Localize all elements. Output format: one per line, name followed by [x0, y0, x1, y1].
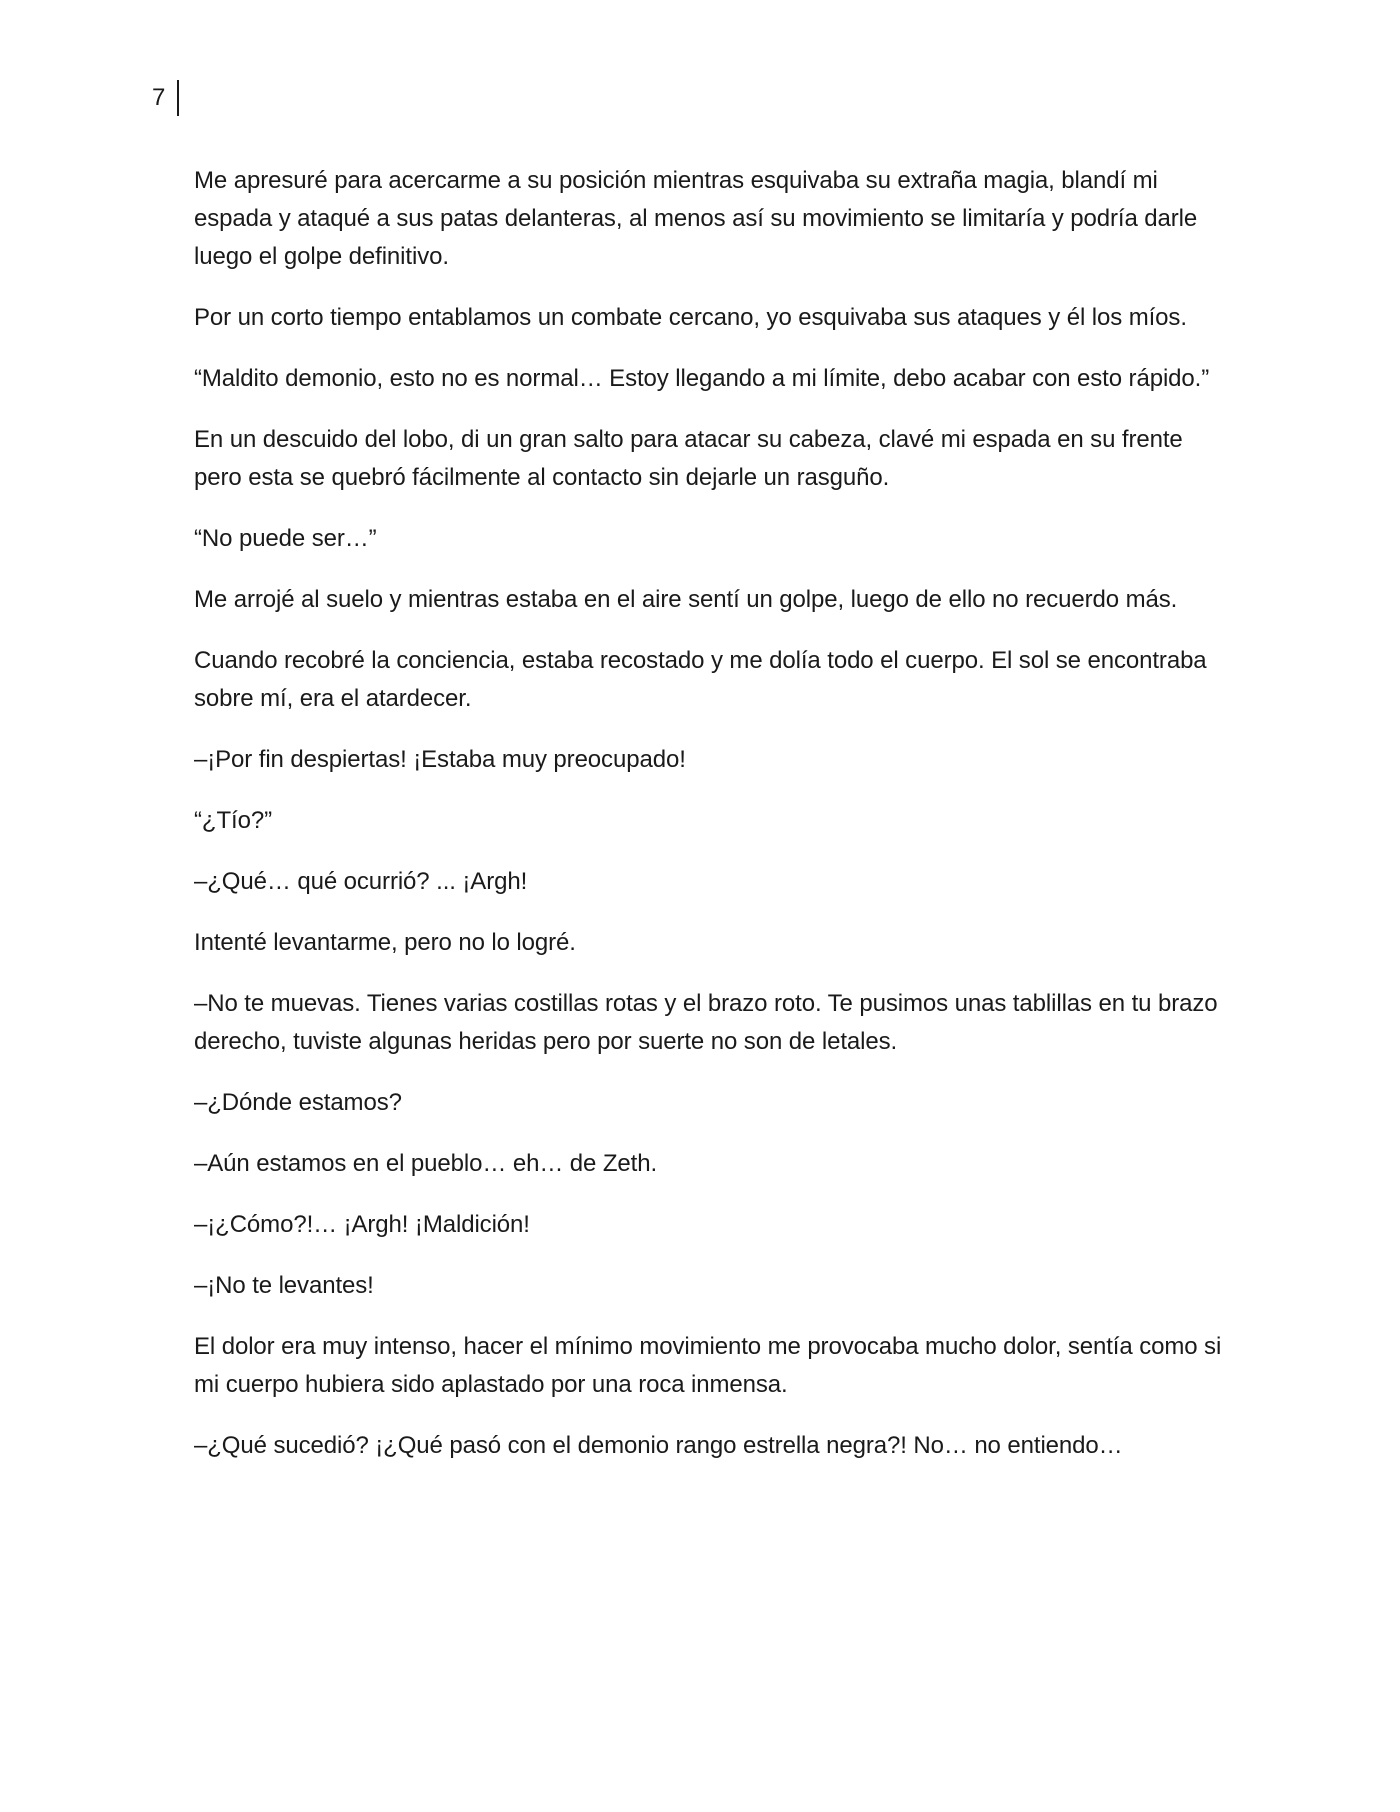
paragraph: “Maldito demonio, esto no es normal… Estoy llegando a mi límite, debo acabar con esto rápido.” [194, 365, 1210, 392]
paragraph: Por un corto tiempo entablamos un combate cercano, yo esquivaba sus ataques y él los míos. [194, 304, 1187, 331]
document-body [194, 162, 1229, 1488]
paragraph: Cuando recobré la conciencia, estaba recostado y me dolía todo el cuerpo. El sol se encontraba sobre mí, era el atardecer. [194, 647, 1207, 712]
paragraph: –¿Qué… qué ocurrió? ... ¡Argh! [194, 868, 528, 895]
paragraph: “No puede ser…” [194, 525, 377, 552]
page-header [152, 80, 179, 116]
paragraph: –Aún estamos en el pueblo… eh… de Zeth. [194, 1150, 658, 1177]
paragraph: –¡Por fin despiertas! ¡Estaba muy preocupado! [194, 746, 686, 773]
paragraph: “¿Tío?” [194, 807, 272, 834]
paragraph: –¿Dónde estamos? [194, 1089, 402, 1116]
paragraph: –¡No te levantes! [194, 1272, 374, 1299]
paragraph: –¡¿Cómo?!… ¡Argh! ¡Maldición! [194, 1211, 530, 1238]
header-divider [177, 80, 179, 116]
paragraph: Intenté levantarme, pero no lo logré. [194, 929, 576, 956]
paragraph: –No te muevas. Tienes varias costillas rotas y el brazo roto. Te pusimos unas tablillas en tu brazo derecho, tuviste algunas heridas pero por suerte no son de letales. [194, 990, 1218, 1055]
page-number: 7 [152, 84, 166, 111]
paragraph: Me apresuré para acercarme a su posición mientras esquivaba su extraña magia, blandí mi espada y ataqué a sus patas delanteras, al menos así su movimiento se limitaría y podría darle luego el golpe definitivo. [194, 167, 1198, 270]
paragraph: Me arrojé al suelo y mientras estaba en el aire sentí un golpe, luego de ello no recuerdo más. [194, 586, 1178, 613]
paragraph: El dolor era muy intenso, hacer el mínimo movimiento me provocaba mucho dolor, sentía como si mi cuerpo hubiera sido aplastado por una roca inmensa. [194, 1333, 1222, 1398]
paragraph: –¿Qué sucedió? ¡¿Qué pasó con el demonio rango estrella negra?! No… no entiendo… [194, 1432, 1123, 1459]
paragraph: En un descuido del lobo, di un gran salto para atacar su cabeza, clavé mi espada en su frente pero esta se quebró fácilmente al contacto sin dejarle un rasguño. [194, 426, 1183, 491]
